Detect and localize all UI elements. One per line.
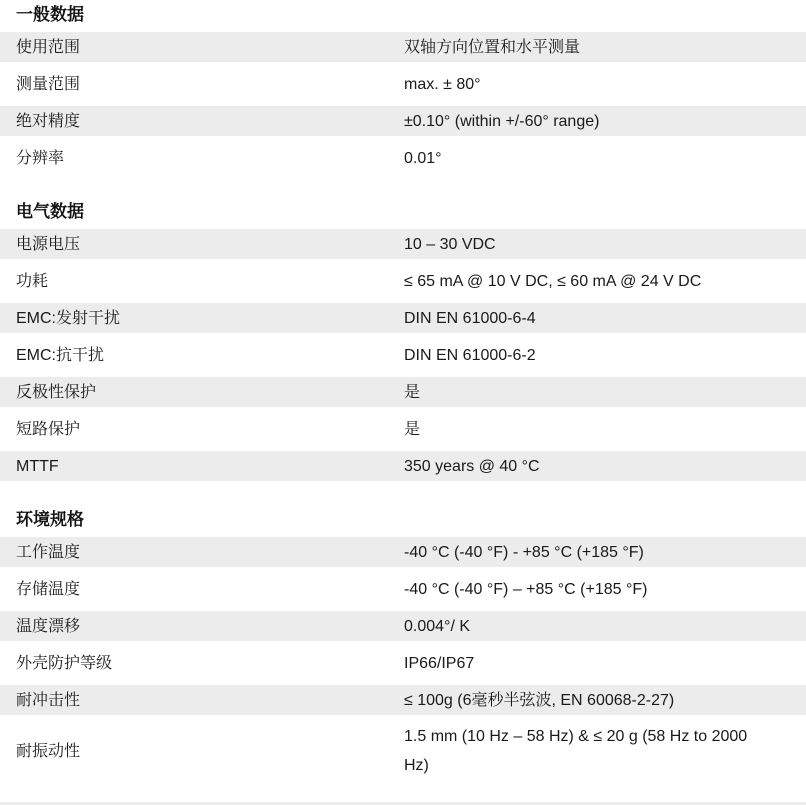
spec-label: 分辨率 (16, 149, 65, 167)
spec-label: 温度漂移 (16, 617, 81, 635)
spec-label: 反极性保护 (16, 383, 97, 401)
spec-row (0, 574, 806, 604)
spec-label: EMC:抗干扰 (16, 346, 105, 364)
section-title: 一般数据 (16, 5, 84, 24)
spec-value: 1.5 mm (10 Hz – 58 Hz) & ≤ 20 g (58 Hz to 2000 Hz) (404, 728, 748, 774)
spec-section (0, 201, 806, 481)
spec-row (0, 303, 806, 333)
spec-label: MTTF (16, 457, 59, 475)
spec-label: 耐振动性 (16, 742, 81, 760)
spec-label: 电源电压 (16, 235, 81, 253)
spec-label: 短路保护 (16, 420, 81, 438)
spec-row (0, 685, 806, 715)
spec-label: 绝对精度 (16, 112, 81, 130)
spec-label: 耐冲击性 (16, 691, 81, 709)
spec-row (0, 69, 806, 99)
spec-label: 工作温度 (16, 543, 81, 561)
spec-label: 功耗 (16, 272, 49, 290)
spec-value: 是 (404, 383, 421, 401)
spec-row (0, 229, 806, 259)
section-rows (0, 537, 806, 780)
spec-row (0, 143, 806, 173)
spec-value: ≤ 100g (6毫秒半弦波, EN 60068-2-27) (404, 691, 675, 709)
section-rows (0, 32, 806, 173)
spec-value: DIN EN 61000-6-2 (404, 346, 536, 364)
spec-value: ±0.10° (within +/-60° range) (404, 112, 600, 130)
spec-section (0, 509, 806, 780)
spec-label: EMC:发射干扰 (16, 309, 121, 327)
spec-row (0, 648, 806, 678)
spec-row (0, 722, 806, 780)
section-rows (0, 229, 806, 481)
spec-row (0, 451, 806, 481)
spec-value: 0.01° (404, 149, 442, 167)
spec-section (0, 4, 806, 173)
spec-row (0, 377, 806, 407)
spec-row (0, 106, 806, 136)
spec-value: max. ± 80° (404, 75, 481, 93)
spec-row (0, 266, 806, 296)
spec-value: IP66/IP67 (404, 654, 475, 672)
spec-row (0, 611, 806, 641)
spec-row (0, 414, 806, 444)
spec-value: 0.004°/ K (404, 617, 470, 635)
spec-value: 是 (404, 420, 421, 438)
spec-row (0, 32, 806, 62)
section-title: 环境规格 (16, 510, 84, 529)
spec-label: 使用范围 (16, 38, 81, 56)
spec-label: 外壳防护等级 (16, 654, 113, 672)
spec-label: 存储温度 (16, 580, 81, 598)
spec-value: ≤ 65 mA @ 10 V DC, ≤ 60 mA @ 24 V DC (404, 272, 702, 290)
spec-value: 350 years @ 40 °C (404, 457, 540, 475)
spec-value: -40 °C (-40 °F) – +85 °C (+185 °F) (404, 580, 648, 598)
spec-value: 双轴方向位置和水平测量 (404, 38, 581, 56)
spec-value: 10 – 30 VDC (404, 235, 496, 253)
spec-value: -40 °C (-40 °F) - +85 °C (+185 °F) (404, 543, 644, 561)
spec-value: DIN EN 61000-6-4 (404, 309, 536, 327)
spec-table (0, 4, 806, 780)
spec-row (0, 537, 806, 567)
section-title: 电气数据 (16, 202, 84, 221)
spec-label: 测量范围 (16, 75, 81, 93)
spec-row (0, 340, 806, 370)
